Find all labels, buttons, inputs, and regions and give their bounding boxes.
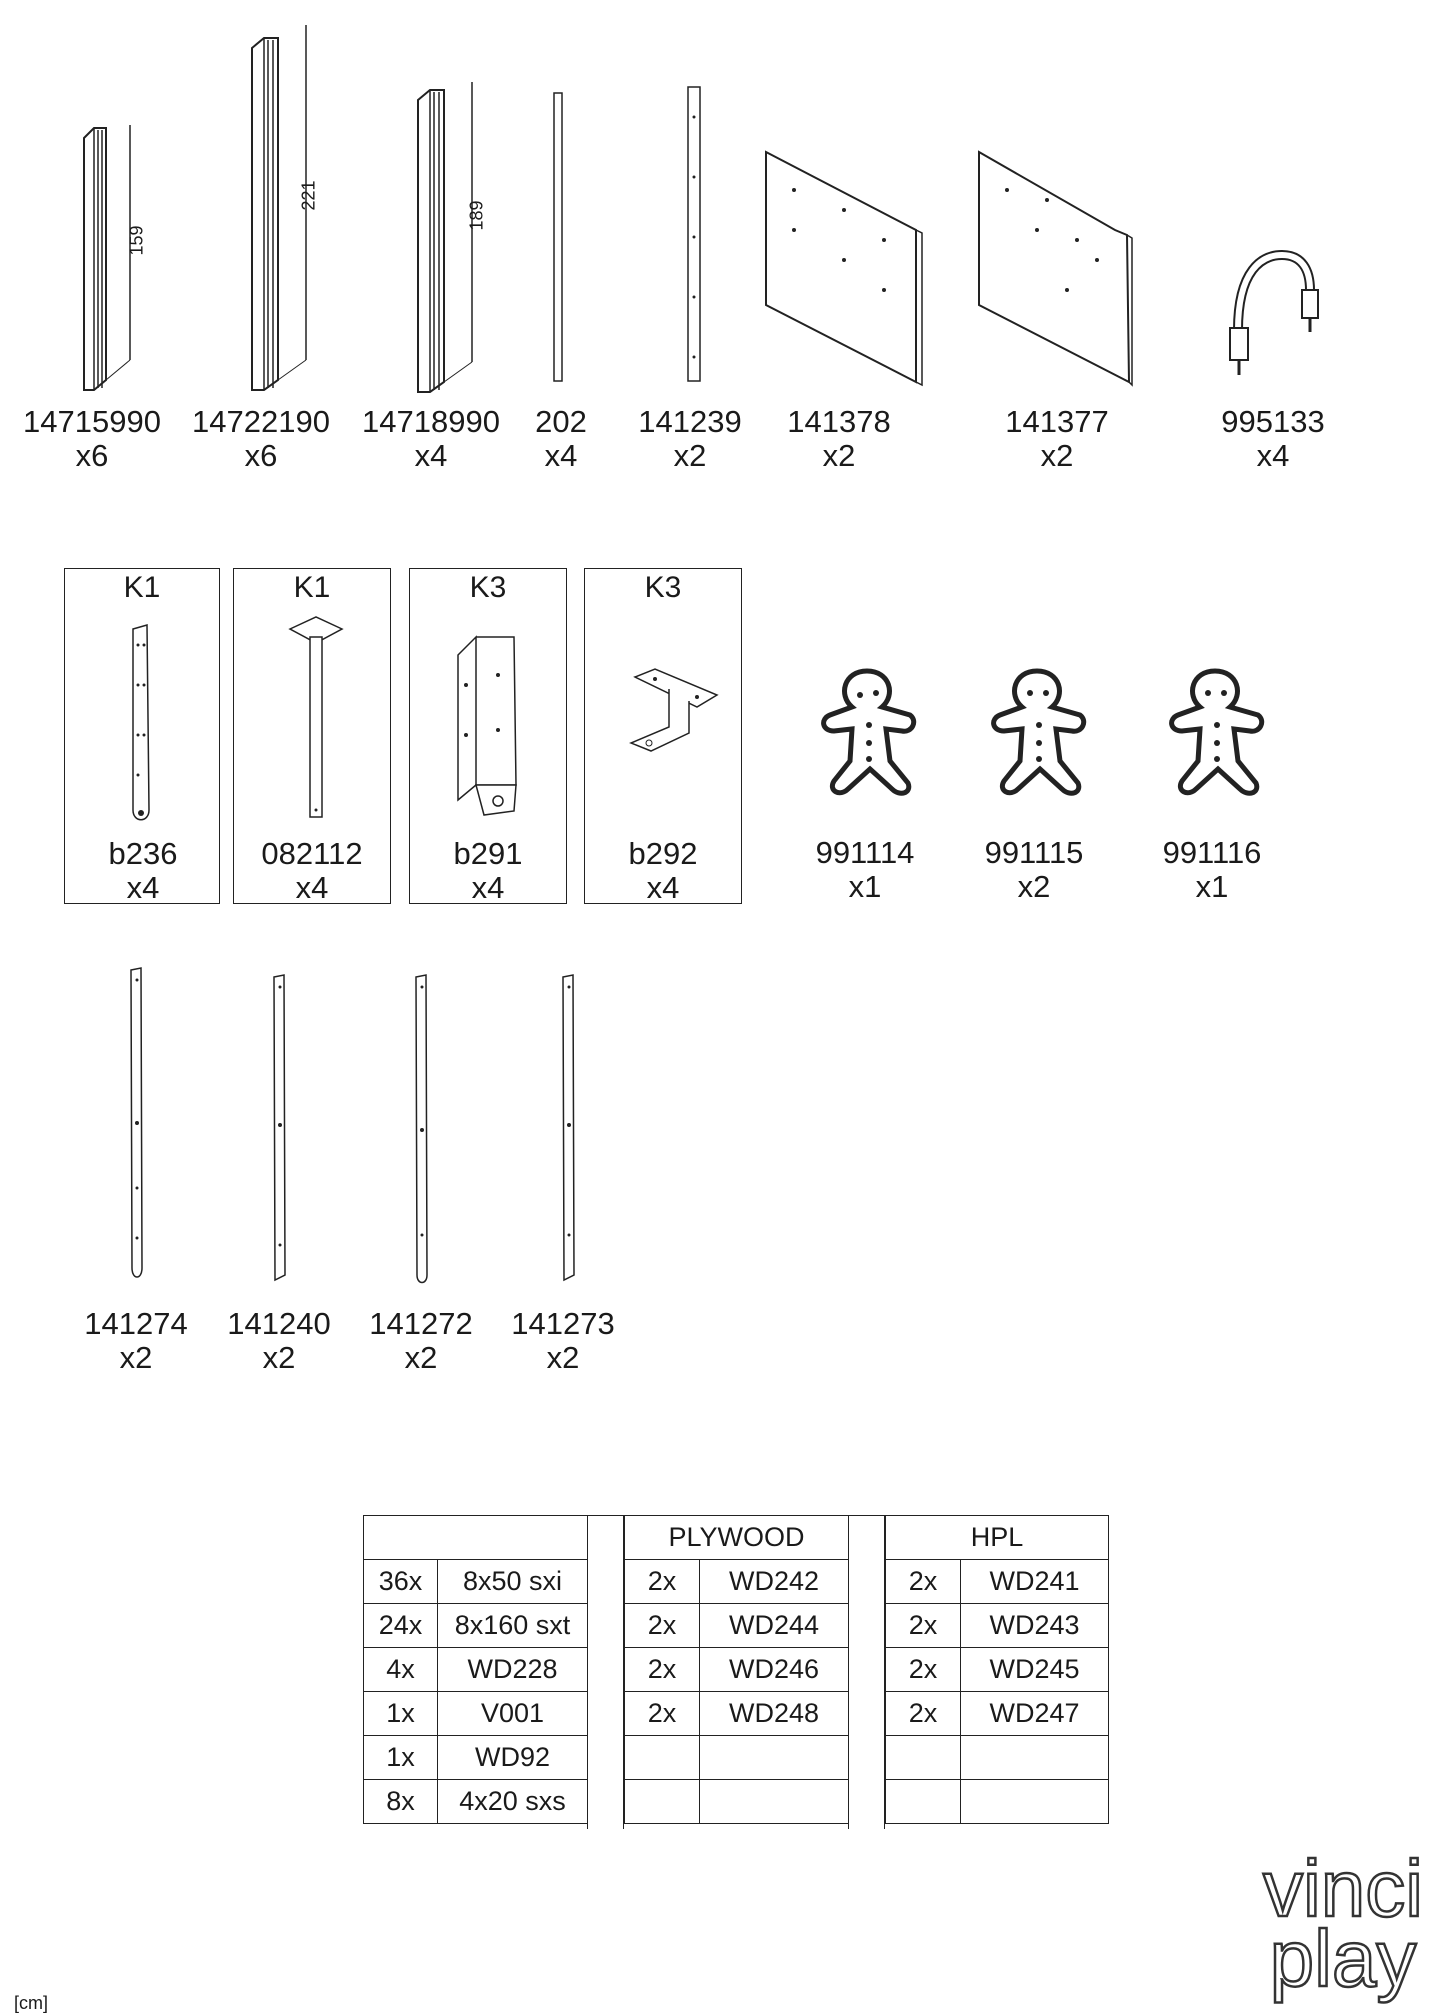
part-code: b236 (108, 836, 178, 871)
hose-995133-drawing (1222, 250, 1322, 385)
hardware-table (363, 1515, 588, 1824)
panel-141378-drawing (764, 150, 924, 385)
item-cell: V001 (438, 1692, 588, 1736)
part-code: 141272 (369, 1306, 473, 1341)
svg-text:play: play (1269, 1914, 1417, 2003)
rail-141240-drawing (271, 975, 291, 1285)
table-spacer (848, 1515, 885, 1829)
table-row (625, 1736, 849, 1780)
item-cell: WD247 (961, 1692, 1109, 1736)
item-cell: WD246 (700, 1648, 849, 1692)
table-row (886, 1604, 1109, 1648)
svg-text:vinci: vinci (1262, 1844, 1424, 1933)
qty-cell: 2x (886, 1648, 961, 1692)
part-qty: x4 (126, 870, 160, 905)
part-code: 141377 (1005, 404, 1109, 439)
part-qty: x2 (673, 438, 707, 473)
kit-label: K3 (469, 571, 507, 604)
table-spacer (587, 1515, 624, 1829)
table-row (364, 1648, 588, 1692)
part-code: 991116 (1162, 835, 1262, 870)
bracket-b291-drawing (454, 635, 524, 825)
part-code: 991114 (815, 835, 915, 870)
gingerbread-panel-991114-drawing (812, 665, 922, 800)
item-cell: WD241 (961, 1560, 1109, 1604)
qty-cell: 4x (364, 1648, 438, 1692)
part-qty: x2 (1017, 869, 1051, 904)
table-row (886, 1736, 1109, 1780)
kit-label: K1 (123, 571, 161, 604)
dimension-label: 159 (126, 225, 147, 256)
part-qty: x2 (822, 438, 856, 473)
qty-cell: 2x (886, 1604, 961, 1648)
part-code: 991115 (984, 835, 1084, 870)
part-qty: x4 (1256, 438, 1290, 473)
part-qty: x6 (75, 438, 109, 473)
hpl-table (885, 1515, 1109, 1824)
kit-box-b291 (409, 568, 567, 904)
item-cell: 8x50 sxi (438, 1560, 588, 1604)
table-row (625, 1560, 849, 1604)
part-code: 14718990 (362, 404, 500, 439)
kit-label: K1 (293, 571, 331, 604)
qty-cell: 2x (886, 1560, 961, 1604)
kit-box-082112 (233, 568, 391, 904)
bar-141239-drawing (686, 87, 704, 383)
part-code: 995133 (1221, 404, 1325, 439)
gingerbread-panel-991116-drawing (1160, 665, 1270, 800)
part-qty: x1 (1195, 869, 1229, 904)
table-row (364, 1560, 588, 1604)
qty-cell: 2x (625, 1648, 700, 1692)
item-cell: 8x160 sxt (438, 1604, 588, 1648)
part-code: 202 (535, 404, 587, 439)
qty-cell: 1x (364, 1736, 438, 1780)
dimension-label: 221 (298, 180, 319, 211)
vinci-play-logo (1243, 1844, 1443, 2003)
qty-cell: 2x (625, 1560, 700, 1604)
part-code: 141240 (227, 1306, 331, 1341)
kit-box-b292 (584, 568, 742, 904)
part-code: 141239 (638, 404, 742, 439)
table-row (625, 1648, 849, 1692)
qty-cell: 8x (364, 1780, 438, 1824)
item-cell: 4x20 sxs (438, 1780, 588, 1824)
hardware-header (364, 1516, 588, 1560)
rail-141273-drawing (560, 975, 580, 1285)
item-cell: WD242 (700, 1560, 849, 1604)
units-label: [cm] (14, 1993, 48, 2013)
part-qty: x2 (262, 1340, 296, 1375)
profile-14718990-drawing (414, 82, 484, 392)
kit-label: K3 (644, 571, 682, 604)
rail-141272-drawing (413, 975, 433, 1285)
kit-box-b236 (64, 568, 220, 904)
part-code: 141274 (84, 1306, 188, 1341)
qty-cell: 36x (364, 1560, 438, 1604)
plywood-table (624, 1515, 849, 1824)
part-qty: x2 (119, 1340, 153, 1375)
part-code: 141378 (787, 404, 891, 439)
bracket-b292-drawing (625, 667, 725, 757)
table-row (364, 1780, 588, 1824)
bar-202-drawing (552, 93, 566, 383)
item-cell: WD228 (438, 1648, 588, 1692)
item-cell: WD244 (700, 1604, 849, 1648)
item-cell: WD92 (438, 1736, 588, 1780)
item-cell: WD243 (961, 1604, 1109, 1648)
part-qty: x2 (546, 1340, 580, 1375)
qty-cell: 24x (364, 1604, 438, 1648)
part-code: 082112 (261, 836, 363, 871)
hpl-header: HPL (886, 1516, 1109, 1560)
part-qty: x2 (404, 1340, 438, 1375)
post-082112-drawing (286, 615, 346, 825)
part-qty: x4 (646, 870, 680, 905)
table-row (886, 1648, 1109, 1692)
part-qty: x1 (848, 869, 882, 904)
item-cell: WD248 (700, 1692, 849, 1736)
gingerbread-panel-991115-drawing (982, 665, 1092, 800)
table-row (625, 1604, 849, 1648)
part-qty: x4 (295, 870, 329, 905)
table-row (886, 1692, 1109, 1736)
part-code: b292 (628, 836, 698, 871)
item-cell: WD245 (961, 1648, 1109, 1692)
table-row (886, 1560, 1109, 1604)
part-qty: x4 (414, 438, 448, 473)
dimension-label: 189 (466, 200, 487, 231)
qty-cell: 2x (625, 1692, 700, 1736)
part-qty: x4 (544, 438, 578, 473)
rail-141274-drawing (128, 968, 148, 1284)
qty-cell: 2x (886, 1692, 961, 1736)
part-code: 14722190 (192, 404, 330, 439)
part-code: 14715990 (23, 404, 161, 439)
part-qty: x6 (244, 438, 278, 473)
qty-cell: 2x (625, 1604, 700, 1648)
part-qty: x2 (1040, 438, 1074, 473)
part-code: b291 (453, 836, 523, 871)
part-qty: x4 (471, 870, 505, 905)
part-code: 141273 (511, 1306, 615, 1341)
qty-cell: 1x (364, 1692, 438, 1736)
plywood-header: PLYWOOD (625, 1516, 849, 1560)
table-row (364, 1692, 588, 1736)
panel-141377-drawing (977, 150, 1137, 385)
table-row (625, 1692, 849, 1736)
table-row (886, 1780, 1109, 1824)
bracket-b236-drawing (127, 625, 161, 825)
table-row (364, 1736, 588, 1780)
table-row (625, 1780, 849, 1824)
table-row (364, 1604, 588, 1648)
